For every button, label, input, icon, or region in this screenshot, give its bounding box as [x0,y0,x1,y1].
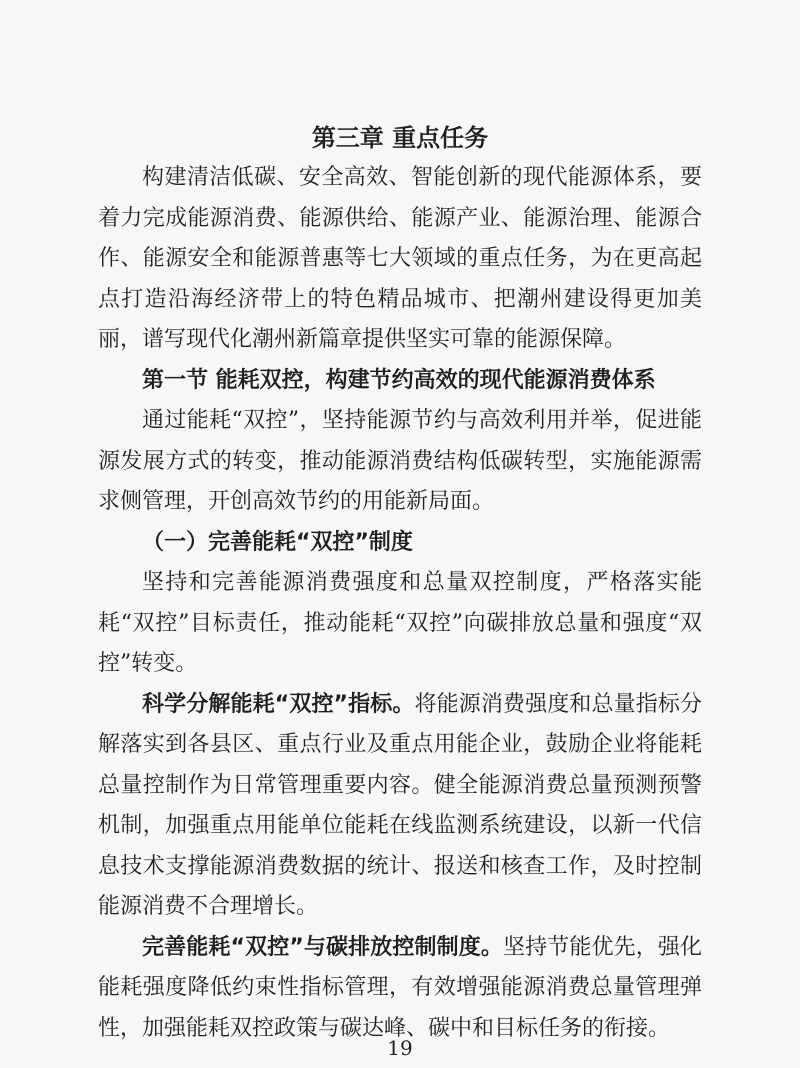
item1-text: 将能源消费强度和总量指标分解落实到各县区、重点行业及重点用能企业，鼓励企业将能耗总量控制作为日常管理重要内容。健全能源消费总量预测预警机制，加强重点用能单位能耗在线监测系统建设，以新一代信息技术支撑能源消费数据的统计、报送和核查工作，及时控制能源消费不合理增长。 [98,691,702,919]
page-number: 19 [387,1036,413,1060]
subsection-intro-paragraph: 坚持和完善能源消费强度和总量双控制度，严格落实能耗“双控”目标责任，推动能耗“双控”向碳排放总量和强度“双控”转变。 [98,570,702,676]
item2-lead: 完善能耗“双控”与碳排放控制制度。 [142,934,504,960]
item2-text: 坚持节能优先，强化能耗强度降低约束性指标管理，有效增强能源消费总量管理弹性，加强能耗双控政策与碳达峰、碳中和目标任务的衔接。 [98,934,702,1041]
intro-paragraph: 构建清洁低碳、安全高效、智能创新的现代能源体系，要着力完成能源消费、能源供给、能源产业、能源治理、能源合作、能源安全和能源普惠等七大领域的重点任务，为在更高起点打造沿海经济带上的特色精品城市、把潮州建设得更加美丽，谱写现代化潮州新篇章提供坚实可靠的能源保障。 [98,165,702,352]
subsection-title: （一）完善能耗“双控”制度 [142,529,413,555]
item1-paragraph [98,685,702,928]
item2-paragraph [98,928,702,1050]
section-intro-paragraph: 通过能耗“双控”，坚持能源节约与高效利用并举，促进能源发展方式的转变，推动能源消费结构低碳转型，实施能源需求侧管理，开创高效节约的用能新局面。 [98,408,702,514]
item1-lead: 科学分解能耗“双控”指标。 [142,691,415,717]
section-title: 第一节 能耗双控，构建节约高效的现代能源消费体系 [142,367,656,393]
chapter-title: 第三章 重点任务 [311,124,489,152]
body-text [98,158,702,1049]
